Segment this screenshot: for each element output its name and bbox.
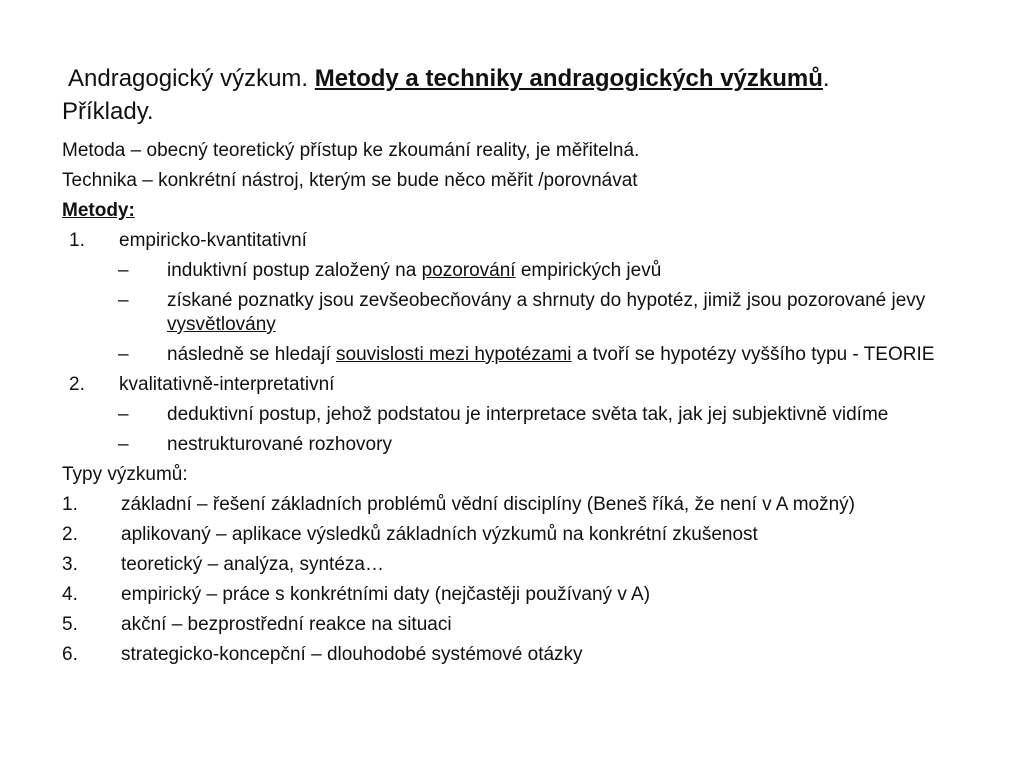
type-number: 3.: [62, 554, 78, 575]
underlined-term: souvislosti mezi hypotézami: [336, 344, 572, 365]
definition-metoda: Metoda – obecný teoretický přístup ke zkoumání reality, je měřitelná.: [62, 140, 640, 161]
method-number: 1.: [69, 230, 85, 251]
title-line2: Příklady.: [62, 98, 154, 125]
metody-heading: [62, 199, 982, 223]
type-text: základní – řešení základních problémů vědní disciplíny (Beneš říká, že není v A možný): [121, 494, 855, 515]
dash-bullet: –: [118, 434, 129, 455]
subitem-text: nestrukturované rozhovory: [167, 434, 392, 455]
method-subitem: [62, 259, 982, 283]
method-label: empiricko-kvantitativní: [119, 230, 307, 251]
subitem-text: následně se hledají souvislosti mezi hypotézami a tvoří se hypotézy vyššího typu - TEORIE: [167, 344, 935, 365]
slide-title: [62, 62, 982, 128]
method-item: [62, 373, 982, 397]
type-text: akční – bezprostřední reakce na situaci: [121, 614, 452, 635]
type-text: aplikovaný – aplikace výsledků základních výzkumů na konkrétní zkušenost: [121, 524, 758, 545]
type-number: 4.: [62, 584, 78, 605]
research-type-item: [62, 493, 982, 517]
method-label: kvalitativně-interpretativní: [119, 374, 335, 395]
method-subitem: [62, 343, 982, 367]
type-number: 5.: [62, 614, 78, 635]
research-type-item: [62, 583, 982, 607]
dash-bullet: –: [118, 290, 129, 311]
method-subitem: [62, 433, 982, 457]
research-type-item: [62, 613, 982, 637]
type-number: 1.: [62, 494, 78, 515]
method-subitem: [62, 289, 982, 337]
subitem-text: získané poznatky jsou zevšeobecňovány a shrnuty do hypotéz, jimiž jsou pozorované jevy vysvětlovány: [167, 290, 926, 335]
type-text: teoretický – analýza, syntéza…: [121, 554, 384, 575]
type-text: empirický – práce s konkrétními daty (nejčastěji používaný v A): [121, 584, 651, 605]
type-number: 2.: [62, 524, 78, 545]
research-type-item: [62, 553, 982, 577]
method-item: [62, 229, 982, 253]
dash-bullet: –: [118, 260, 129, 281]
slide-body: [62, 139, 982, 673]
dash-bullet: –: [118, 344, 129, 365]
subitem-text: deduktivní postup, jehož podstatou je interpretace světa tak, jak jej subjektivně vidíme: [167, 404, 889, 425]
type-text: strategicko-koncepční – dlouhodobé systémové otázky: [121, 644, 583, 665]
method-subitem: [62, 403, 982, 427]
definition-technika: Technika – konkrétní nástroj, kterým se bude něco měřit /porovnávat: [62, 170, 638, 191]
title-lead: Andragogický výzkum.: [68, 65, 315, 92]
subitem-text: induktivní postup založený na pozorování empirických jevů: [167, 260, 662, 281]
method-number: 2.: [69, 374, 85, 395]
research-type-item: [62, 643, 982, 667]
underlined-term: vysvětlovány: [167, 314, 276, 335]
type-number: 6.: [62, 644, 78, 665]
metody-heading-text: Metody:: [62, 200, 135, 221]
title-period: .: [822, 65, 830, 92]
dash-bullet: –: [118, 404, 129, 425]
underlined-term: pozorování: [421, 260, 516, 281]
research-type-item: [62, 523, 982, 547]
title-emphasis: Metody a techniky andragogických výzkumů: [314, 65, 823, 92]
typy-heading: Typy výzkumů:: [62, 464, 188, 485]
